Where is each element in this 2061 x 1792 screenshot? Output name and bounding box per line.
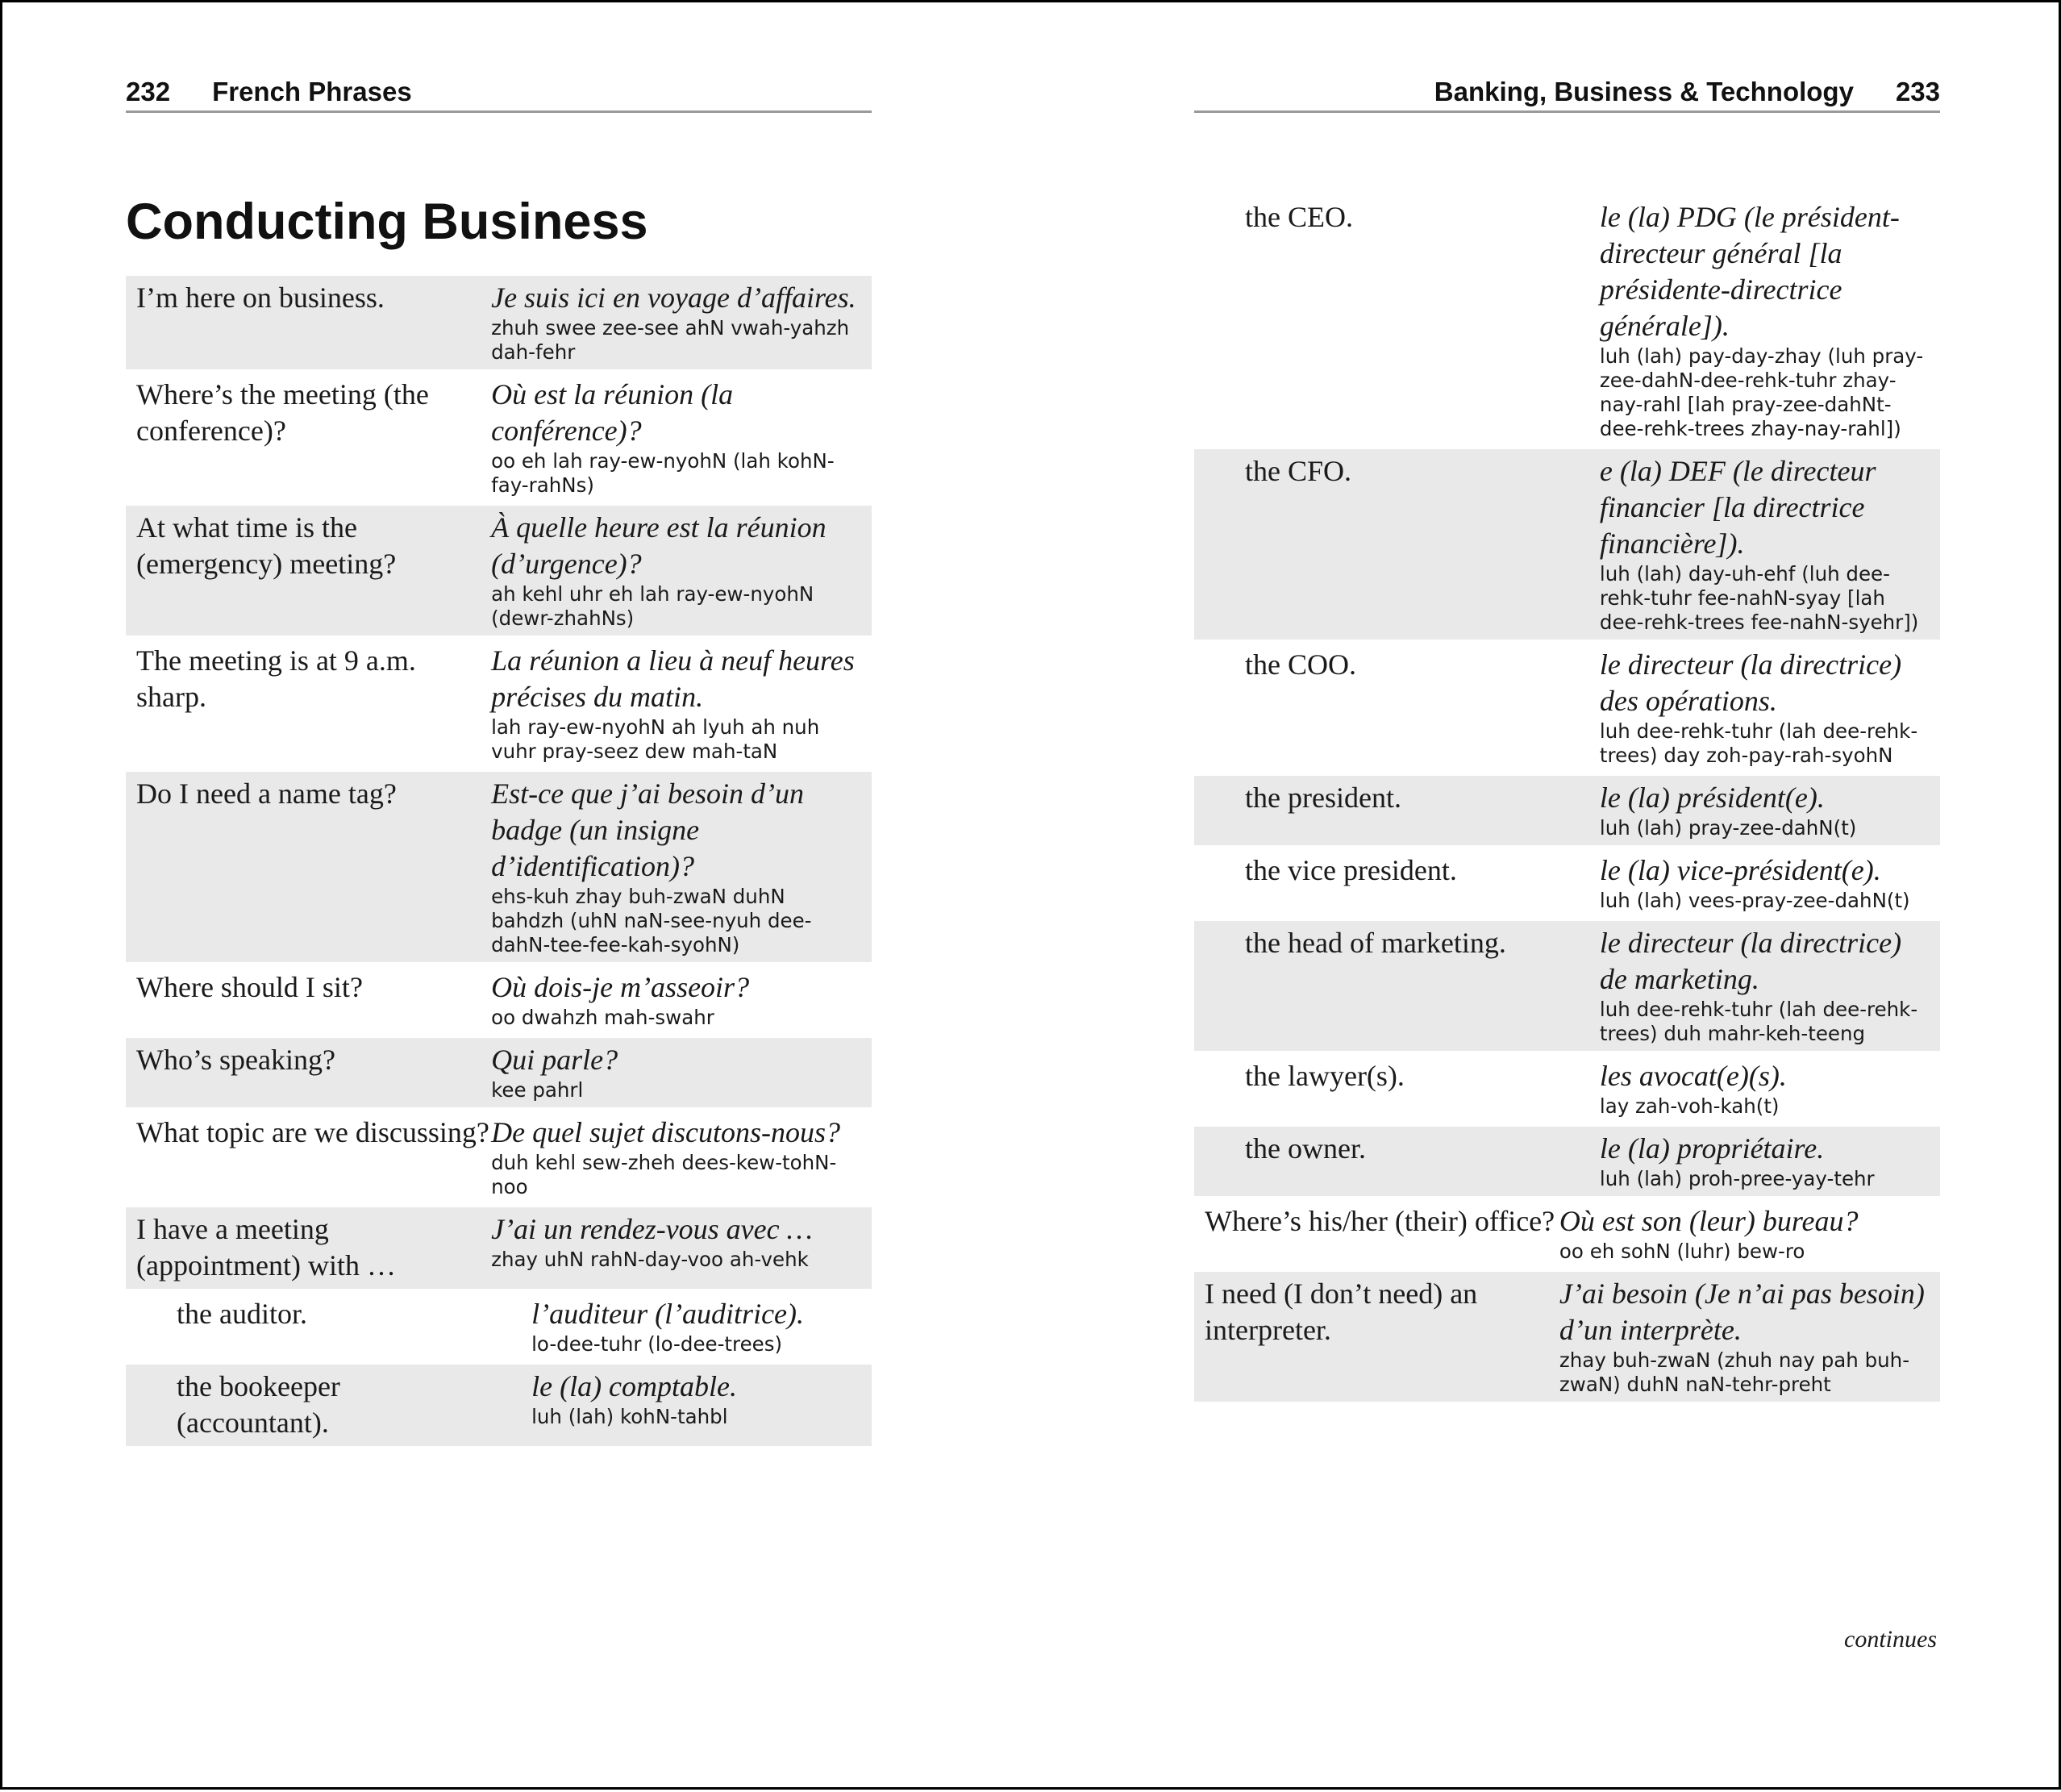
french-phrase: le (la) propriétaire. bbox=[1599, 1132, 1825, 1165]
english-phrase: Where’s his/her (their) office? bbox=[1205, 1205, 1555, 1237]
french-cell bbox=[491, 1207, 872, 1289]
french-phrase: Est-ce que j’ai besoin d’un badge (un insigne d’identification)? bbox=[491, 777, 804, 882]
phrase-row bbox=[126, 276, 872, 369]
french-phrase: le (la) comptable. bbox=[531, 1370, 738, 1402]
english-phrase: the CEO. bbox=[1245, 201, 1353, 233]
phrase-row bbox=[126, 1038, 872, 1107]
running-title: Banking, Business & Technology bbox=[1434, 77, 1854, 106]
phrase-row bbox=[126, 1111, 872, 1204]
phrase-row bbox=[1194, 1127, 1940, 1196]
french-phrase: J’ai besoin (Je n’ai pas besoin) d’un interprète. bbox=[1559, 1277, 1925, 1346]
phrase-row bbox=[126, 1207, 872, 1289]
french-phrase: Qui parle? bbox=[491, 1044, 618, 1076]
french-cell bbox=[1559, 449, 1940, 640]
english-phrase: I need (I don’t need) an interpreter. bbox=[1194, 1272, 1559, 1402]
phrase-table-left bbox=[126, 273, 872, 1449]
english-phrase: What topic are we discussing? bbox=[136, 1116, 489, 1148]
phrase-row bbox=[126, 772, 872, 962]
french-cell bbox=[491, 1292, 872, 1361]
english-phrase: the vice president. bbox=[1245, 854, 1457, 886]
french-phrase: J’ai un rendez-vous avec … bbox=[491, 1213, 813, 1245]
french-cell bbox=[1559, 1199, 1940, 1269]
english-phrase: the bookeeper (accountant). bbox=[126, 1365, 491, 1446]
english-phrase: Where should I sit? bbox=[136, 971, 363, 1003]
english-phrase: Who’s speaking? bbox=[126, 1038, 491, 1107]
pronunciation: luh (lah) pay-day-zhay (luh pray-zee-dahN-dee-rehk-tuhr zhay-nay-rahl [lah pray-zee-dahNt-dee-rehk-trees zhay-nay-rahl]) bbox=[1599, 344, 1924, 440]
english-phrase: the CFO. bbox=[1194, 449, 1559, 640]
running-head-left bbox=[126, 73, 872, 113]
french-cell bbox=[491, 639, 872, 769]
pronunciation: ah kehl uhr eh lah ray-ew-nyohN (dewr-zhahNs) bbox=[491, 582, 814, 630]
running-title: French Phrases bbox=[212, 77, 412, 106]
pronunciation: zhuh swee zee-see ahN vwah-yahzh dah-fehr bbox=[491, 316, 850, 364]
french-phrase: e (la) DEF (le directeur financier [la directrice financière]). bbox=[1599, 455, 1876, 560]
page-number: 232 bbox=[126, 77, 171, 106]
french-phrase: l’auditeur (l’auditrice). bbox=[531, 1298, 805, 1330]
english-phrase: I’m here on business. bbox=[126, 276, 491, 369]
french-phrase: le directeur (la directrice) des opérations. bbox=[1599, 648, 1902, 717]
pronunciation: luh (lah) vees-pray-zee-dahN(t) bbox=[1599, 889, 1910, 912]
page-number: 233 bbox=[1895, 77, 1940, 106]
pronunciation: luh (lah) kohN-tahbl bbox=[531, 1405, 728, 1428]
french-cell bbox=[1559, 1127, 1940, 1196]
pronunciation: luh (lah) pray-zee-dahN(t) bbox=[1599, 816, 1857, 840]
continues-note: continues bbox=[1844, 1626, 1937, 1652]
pronunciation: oo eh sohN (luhr) bew-ro bbox=[1559, 1240, 1805, 1263]
pronunciation: lay zah-voh-kah(t) bbox=[1599, 1094, 1780, 1118]
french-cell bbox=[1559, 1272, 1940, 1402]
phrase-row bbox=[126, 1292, 872, 1361]
english-phrase: the head of marketing. bbox=[1194, 921, 1559, 1051]
french-cell bbox=[491, 1111, 872, 1204]
french-phrase: La réunion a lieu à neuf heures précises du matin. bbox=[491, 644, 855, 713]
french-cell bbox=[1559, 848, 1940, 918]
french-phrase: Où est son (leur) bureau? bbox=[1559, 1205, 1859, 1237]
phrase-row bbox=[126, 965, 872, 1035]
phrase-row bbox=[126, 506, 872, 636]
phrase-row bbox=[1194, 921, 1940, 1051]
pronunciation: lo-dee-tuhr (lo-dee-trees) bbox=[531, 1332, 783, 1356]
phrase-row bbox=[126, 373, 872, 502]
french-cell bbox=[1559, 643, 1940, 773]
french-phrase: À quelle heure est la réunion (d’urgence)? bbox=[491, 511, 826, 580]
phrase-row bbox=[126, 1365, 872, 1446]
pronunciation: zhay uhN rahN-day-voo ah-vehk bbox=[491, 1248, 809, 1271]
english-phrase: the president. bbox=[1194, 776, 1559, 845]
running-head-right bbox=[1194, 73, 1940, 113]
french-cell bbox=[491, 965, 872, 1035]
english-phrase: Where’s the meeting (the conference)? bbox=[136, 378, 429, 447]
french-cell bbox=[491, 1365, 872, 1446]
english-phrase: At what time is the (emergency) meeting? bbox=[126, 506, 491, 636]
phrase-row bbox=[1194, 1272, 1940, 1402]
french-cell bbox=[491, 276, 872, 369]
pronunciation: luh (lah) proh-pree-yay-tehr bbox=[1599, 1167, 1875, 1190]
french-phrase: le (la) vice-président(e). bbox=[1599, 854, 1881, 886]
french-cell bbox=[1559, 195, 1940, 446]
left-page bbox=[126, 2, 872, 1792]
french-cell bbox=[491, 772, 872, 962]
english-phrase: the auditor. bbox=[177, 1298, 307, 1330]
phrase-row bbox=[1194, 1199, 1940, 1269]
pronunciation: lah ray-ew-nyohN ah lyuh ah nuh vuhr pray-seez dew mah-taN bbox=[491, 715, 820, 763]
english-phrase: I have a meeting (appointment) with … bbox=[126, 1207, 491, 1289]
english-phrase: the lawyer(s). bbox=[1245, 1060, 1405, 1092]
french-phrase: Je suis ici en voyage d’affaires. bbox=[491, 281, 856, 314]
pronunciation: duh kehl sew-zheh dees-kew-tohN-noo bbox=[491, 1151, 837, 1198]
pronunciation: luh dee-rehk-tuhr (lah dee-rehk-trees) day zoh-pay-rah-syohN bbox=[1599, 719, 1918, 767]
pronunciation: kee pahrl bbox=[491, 1078, 584, 1102]
french-phrase: le directeur (la directrice) de marketing. bbox=[1599, 927, 1902, 995]
french-phrase: De quel sujet discutons-nous? bbox=[491, 1116, 841, 1148]
phrase-row bbox=[1194, 776, 1940, 845]
pronunciation: luh dee-rehk-tuhr (lah dee-rehk-trees) duh mahr-keh-teeng bbox=[1599, 998, 1918, 1045]
english-phrase: the owner. bbox=[1194, 1127, 1559, 1196]
french-phrase: Où est la réunion (la conférence)? bbox=[491, 378, 734, 447]
pronunciation: luh (lah) day-uh-ehf (luh dee-rehk-tuhr fee-nahN-syay [lah dee-rehk-trees fee-nahN-syehr]) bbox=[1599, 562, 1919, 634]
phrase-row bbox=[1194, 643, 1940, 773]
right-page bbox=[1194, 2, 1940, 1792]
french-phrase: les avocat(e)(s). bbox=[1599, 1060, 1787, 1092]
french-cell bbox=[1559, 1054, 1940, 1123]
pronunciation: ehs-kuh zhay buh-zwaN duhN bahdzh (uhN naN-see-nyuh dee-dahN-tee-fee-kah-syohN) bbox=[491, 885, 812, 956]
french-phrase: le (la) PDG (le président-directeur général [la présidente-directrice générale]). bbox=[1599, 201, 1900, 342]
phrase-row bbox=[1194, 449, 1940, 640]
english-phrase: Do I need a name tag? bbox=[126, 772, 491, 962]
french-phrase: Où dois-je m’asseoir? bbox=[491, 971, 750, 1003]
english-phrase: the COO. bbox=[1245, 648, 1356, 681]
phrase-row bbox=[126, 639, 872, 769]
english-phrase: The meeting is at 9 a.m. sharp. bbox=[136, 644, 416, 713]
phrase-row bbox=[1194, 848, 1940, 918]
french-cell bbox=[1559, 776, 1940, 845]
phrase-row bbox=[1194, 1054, 1940, 1123]
phrase-table-right bbox=[1194, 192, 1940, 1405]
french-phrase: le (la) président(e). bbox=[1599, 781, 1825, 814]
french-cell bbox=[491, 1038, 872, 1107]
french-cell bbox=[491, 506, 872, 636]
section-title: Conducting Business bbox=[126, 194, 648, 250]
phrase-row bbox=[1194, 195, 1940, 446]
pronunciation: oo dwahzh mah-swahr bbox=[491, 1006, 714, 1029]
pronunciation: zhay buh-zwaN (zhuh nay pah buh-zwaN) duhN naN-tehr-preht bbox=[1559, 1348, 1910, 1396]
pronunciation: oo eh lah ray-ew-nyohN (lah kohN-fay-rahNs) bbox=[491, 449, 835, 497]
french-cell bbox=[1559, 921, 1940, 1051]
french-cell bbox=[491, 373, 872, 502]
